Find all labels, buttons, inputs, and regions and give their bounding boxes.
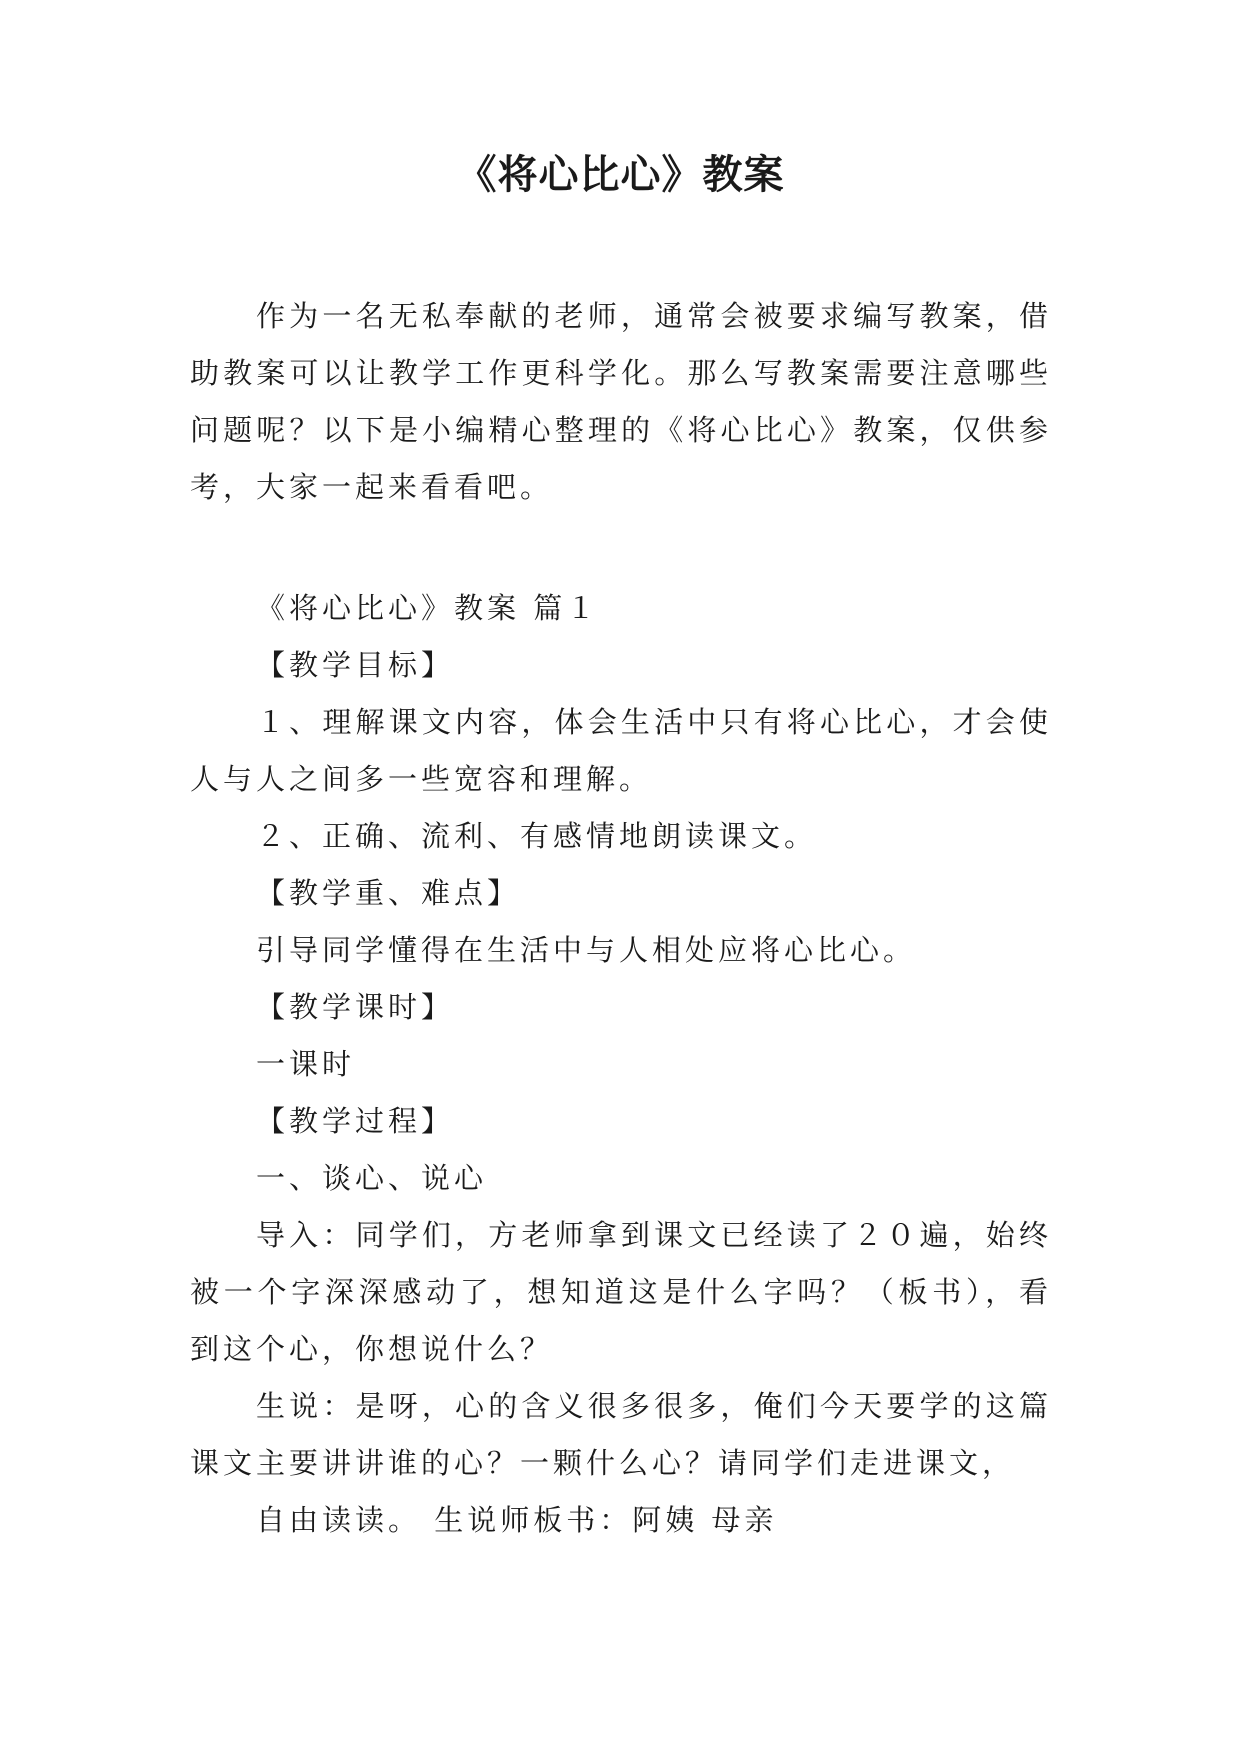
goal-item-1: １、理解课文内容，体会生活中只有将心比心，才会使人与人之间多一些宽容和理解。: [190, 705, 1052, 796]
process-step-1: 一、谈心、说心: [256, 1161, 488, 1195]
key-points-heading: 【教学重、难点】: [256, 876, 521, 910]
teaching-goals-heading: 【教学目标】: [256, 648, 455, 682]
intro-paragraph: 作为一名无私奉献的老师，通常会被要求编写教案，借助教案可以让教学工作更科学化。那么写教案需要注意哪些问题呢？以下是小编精心整理的《将心比心》教案，仅供参考，大家一起来看看吧。: [190, 299, 1052, 504]
process-paragraph-student: 生说：是呀，心的含义很多很多，俺们今天要学的这篇课文主要讲讲谁的心？一颗什么心？请同学们走进课文，: [190, 1389, 1052, 1480]
teaching-process-heading: 【教学过程】: [256, 1104, 455, 1138]
class-hours-heading: 【教学课时】: [256, 990, 455, 1024]
goal-item-2: ２、正确、流利、有感情地朗读课文。: [256, 819, 818, 853]
document-title: 《将心比心》教案: [456, 152, 785, 198]
process-paragraph-reading: 自由读读。 生说师板书：阿姨 母亲: [256, 1503, 778, 1537]
document-body: [190, 580, 1052, 1549]
key-points-text: 引导同学懂得在生活中与人相处应将心比心。: [256, 933, 917, 967]
process-paragraph-intro: 导入：同学们，方老师拿到课文已经读了２０遍，始终被一个字深深感动了，想知道这是什么字吗？（板书），看到这个心，你想说什么？: [190, 1218, 1052, 1366]
class-hours-text: 一课时: [256, 1047, 356, 1081]
section-heading: 《将心比心》教案 篇１: [256, 591, 600, 625]
